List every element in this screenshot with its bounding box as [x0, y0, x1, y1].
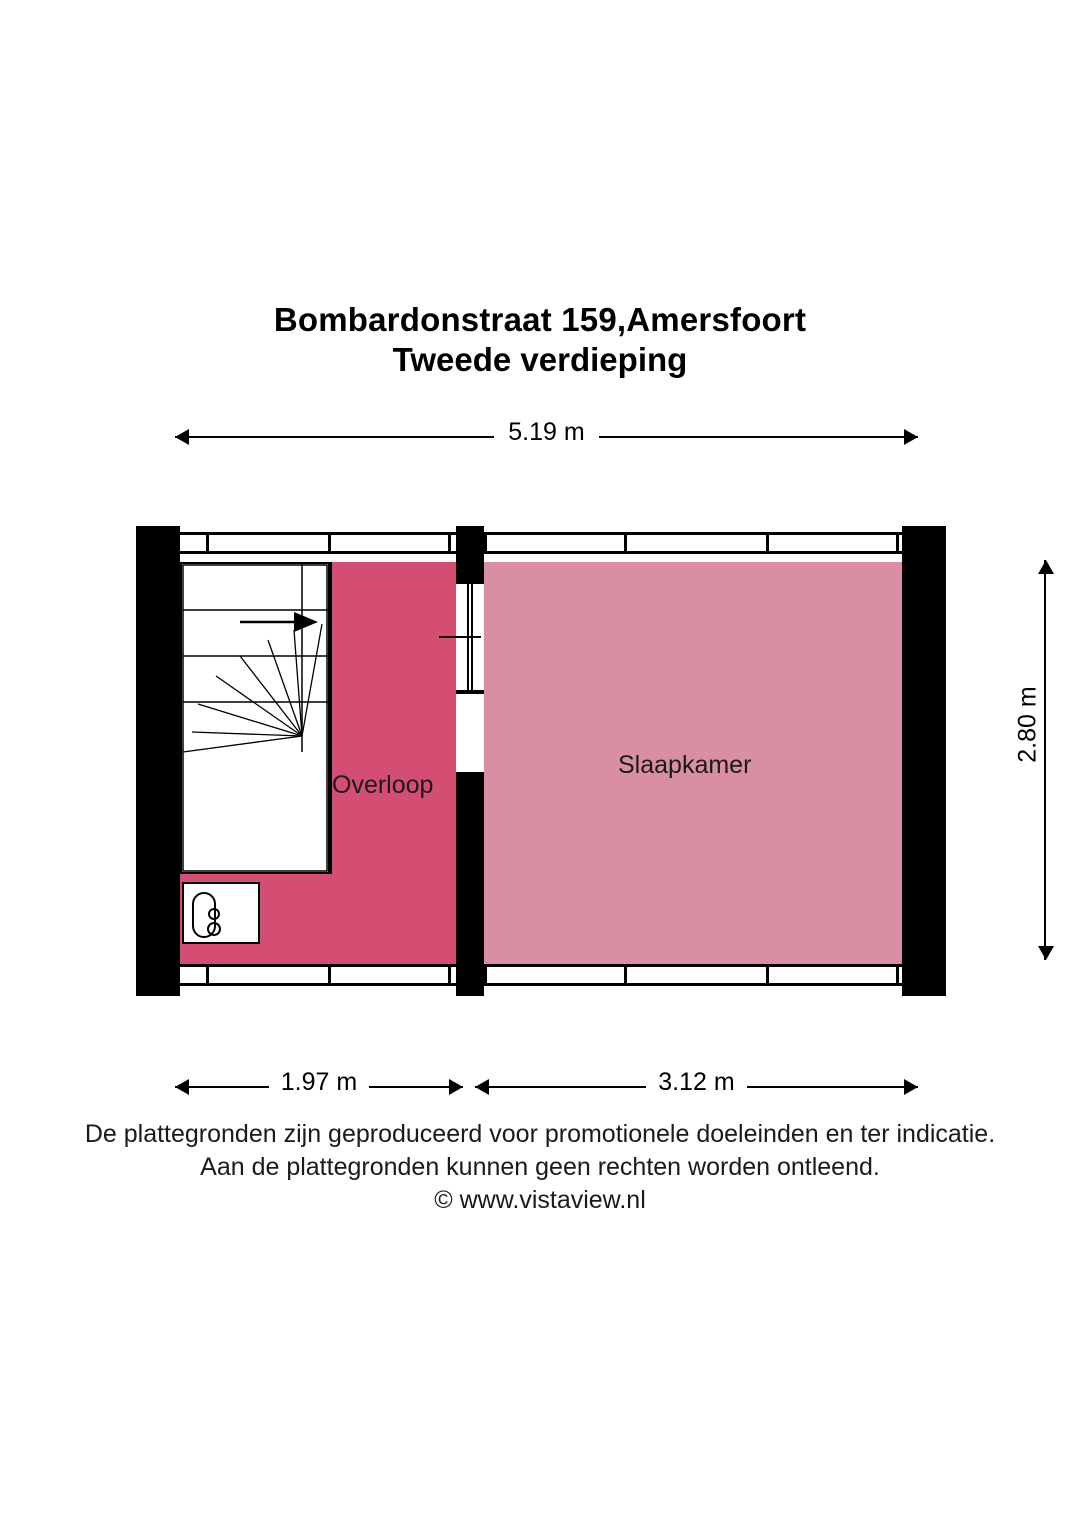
disclaimer-line-1: De plattegronden zijn geproduceerd voor promotionele doeleinden en ter indicatie. — [84, 1120, 996, 1148]
window-bottom-right — [484, 964, 902, 986]
page-title — [0, 300, 1080, 380]
dimension-overloop-width-label: 1.97 m — [269, 1068, 369, 1096]
window-mullion — [896, 532, 899, 554]
window-mullion — [206, 964, 209, 986]
dimension-total-width — [175, 418, 918, 456]
plan-floor-name: Tweede verdieping — [392, 341, 688, 378]
toilet-detail-icon — [208, 908, 220, 920]
window-mullion — [766, 964, 769, 986]
toilet-bowl-outline-icon — [192, 892, 216, 938]
dimension-overloop-width — [175, 1068, 463, 1106]
window-mullion — [206, 532, 209, 554]
stair-direction-arrow-icon — [240, 612, 318, 632]
dimension-slaapkamer-width-label: 3.12 m — [646, 1068, 746, 1096]
dimension-slaapkamer-width — [475, 1068, 918, 1106]
toilet-fixture — [182, 882, 260, 944]
dimension-line — [1044, 560, 1046, 960]
copyright-line: © www.vistaview.nl — [434, 1186, 646, 1214]
window-mullion — [624, 964, 627, 986]
window-bottom-left — [180, 964, 456, 986]
floorplan-drawing — [136, 518, 946, 1000]
window-mullion — [448, 964, 451, 986]
staircase-treads-icon — [182, 564, 328, 872]
window-mullion — [484, 964, 487, 986]
window-mullion — [448, 532, 451, 554]
wall-exterior-left — [136, 526, 180, 996]
door-jamb-bottom — [456, 690, 484, 694]
disclaimer — [0, 1118, 1080, 1217]
window-top-right — [484, 532, 902, 554]
window-mullion — [766, 532, 769, 554]
window-mullion — [896, 964, 899, 986]
window-top-left — [180, 532, 456, 554]
window-mullion — [484, 532, 487, 554]
window-mullion — [624, 532, 627, 554]
window-mullion — [328, 532, 331, 554]
dimension-total-depth — [1000, 560, 1060, 960]
dimension-total-width-label: 5.19 m — [494, 418, 598, 446]
door-swing-marker — [439, 636, 481, 638]
toilet-detail-icon — [207, 922, 221, 936]
dimension-total-depth-label: 2.80 m — [1013, 686, 1042, 763]
wall-interior-middle-lower — [456, 768, 484, 996]
plan-address: Bombardonstraat 159,Amersfoort — [273, 301, 807, 338]
staircase — [180, 562, 330, 874]
wall-exterior-right — [902, 526, 946, 996]
arrow-down-icon — [1038, 946, 1054, 960]
disclaimer-line-2: Aan de plattegronden kunnen geen rechten worden ontleend. — [200, 1153, 880, 1181]
window-mullion — [328, 964, 331, 986]
arrow-up-icon — [1038, 560, 1054, 574]
room-label-slaapkamer: Slaapkamer — [618, 751, 752, 779]
room-label-overloop: Overloop — [332, 771, 434, 799]
